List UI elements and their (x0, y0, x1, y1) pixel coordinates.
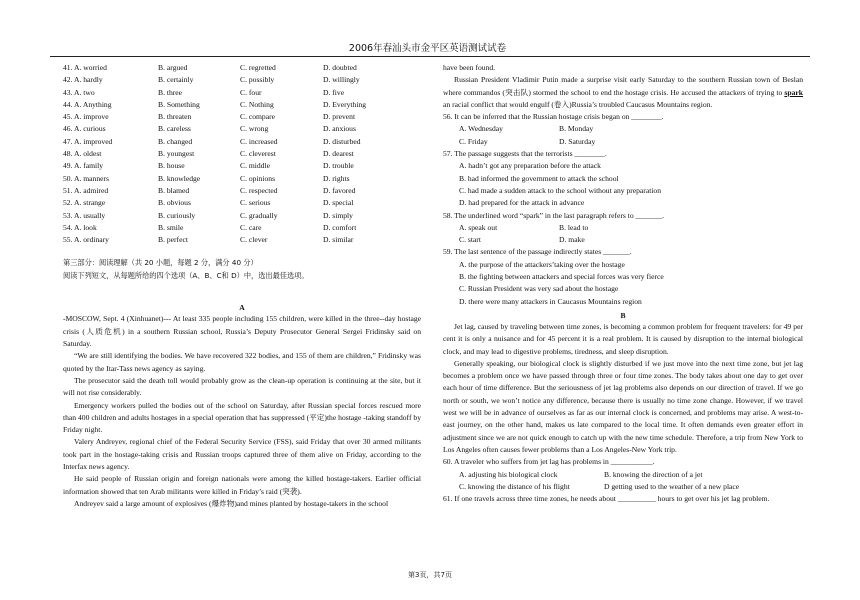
option-cell: D. doubted (323, 63, 357, 72)
option-cell: D. rights (323, 173, 350, 183)
option-row (63, 111, 421, 123)
option-cell: 53. A. usually (63, 210, 106, 220)
q58-option-a: A. speak out (459, 222, 498, 232)
option-cell: 48. A. oldest (63, 149, 102, 159)
option-cell: 44. A. Anything (63, 99, 112, 109)
option-cell: B. three (158, 87, 183, 97)
passage-a-label: A (239, 303, 245, 313)
option-cell: 50. A. manners (63, 173, 109, 183)
option-cell: D. special (323, 198, 354, 208)
section-title: 第三部分：阅读理解（共 20 小题，每题 2 分，满分 40 分） (63, 258, 258, 268)
option-cell: D. comfort (323, 222, 357, 232)
option-cell: D. anxious (323, 124, 356, 134)
question-57: 57. The passage suggests that the terrorists ________. (443, 149, 607, 159)
option-row (63, 173, 421, 185)
question-56: 56. It can be inferred that the Russian hostage crisis began on ________. (443, 112, 664, 122)
option-cell: 42. A. hardly (63, 75, 103, 85)
option-row (63, 185, 421, 197)
q57-option-a: A. hadn’t got any preparation before the attack (459, 161, 601, 171)
option-cell: B. careless (158, 124, 191, 134)
last-para-text-1: Russian President Vladimir Putin made a surprise visit early Saturday to the southern Russian town of Beslan where commandos (突击队) stormed the school to end the hostage crisis. He accused the attackers of trying to (443, 75, 803, 97)
q60-options-row-2 (459, 481, 803, 493)
q60-option-d: D getting used to the weather of a new place (604, 481, 740, 491)
option-cell: B. certainly (158, 75, 194, 85)
passage-a-continuation: have been found. (443, 63, 496, 72)
option-row (63, 210, 421, 222)
option-cell: 41. A. worried (63, 63, 107, 72)
option-cell: C. opinions (240, 173, 276, 183)
option-row (63, 74, 421, 86)
option-row (63, 148, 421, 160)
option-cell: C. possibly (240, 75, 275, 85)
option-cell: B. Something (158, 99, 200, 109)
option-cell: 45. A. improve (63, 112, 109, 122)
option-cell: C. increased (240, 136, 278, 146)
q57-option-d: D. had prepared for the attack in advance (459, 198, 585, 208)
passage-b-para-1: Jet lag, caused by traveling between time zones, is becoming a common problem for frequent travelers: for 49 per cent it is only a nuisance and for 45 percent it is a real problem. It is caused by disruption to the internal biological clock, and may lead to digestive problems, tiredness, and sleep disruption. (443, 321, 803, 356)
option-cell: D. five (323, 87, 345, 97)
option-cell: B. obvious (158, 198, 191, 208)
q60-option-c: C. knowing the distance of his flight (459, 481, 570, 491)
option-row (63, 160, 421, 172)
option-cell: B. changed (158, 136, 193, 146)
option-cell: B. threaten (158, 112, 192, 122)
option-row (63, 222, 421, 234)
option-row (63, 99, 421, 111)
section-instruction: 阅读下列短文，从每题所给的四个选项（A、B、C和 D）中，选出最佳选项。 (63, 270, 309, 280)
passage-a-para-2: “We are still identifying the bodies. We have recovered 322 bodies, and 155 of them are children,” Fridinsky was quoted by the Itar-Tass news agency as saying. (63, 351, 421, 373)
option-row (63, 62, 421, 74)
page-footer: 第3页，共7页 (408, 571, 452, 579)
question-61: 61. If one travels across three time zones, he needs about __________ hours to get over his jet lag problem. (443, 494, 770, 504)
cloze-options (63, 62, 421, 246)
option-cell: C. regretted (240, 63, 276, 72)
passage-a-para-3: The prosecutor said the death toll would probably grow as the clean-up operation is continuing at the site, but it will not rise considerably. (63, 375, 421, 398)
passage-a-para-6: He said people of Russian origin and foreign nationals were among the killed hostage-takers. Earlier official information showed that ten Arab militants were killed in Friday’s raid (突袭). (63, 474, 421, 496)
option-cell: C. Nothing (240, 99, 274, 109)
q60-option-a: A. adjusting his biological clock (459, 469, 558, 479)
option-cell: 47. A. improved (63, 136, 113, 146)
option-cell: D. simply (323, 210, 353, 220)
option-cell: B. knowledge (158, 173, 201, 183)
option-cell: D. Everything (323, 99, 367, 109)
q60-options-row-1 (459, 469, 803, 481)
option-cell: C. four (240, 87, 262, 97)
q59-option-b: B. the fighting between attackers and special forces was very fierce (459, 272, 664, 282)
page-header: 2006年春汕头市金平区英语测试试卷 (348, 43, 507, 54)
option-cell: 55. A. ordinary (63, 235, 109, 245)
q56-option-c: C. Friday (459, 136, 488, 146)
q57-option-c: C. had made a sudden attack to the school without any preparation (459, 185, 662, 195)
q58-option-b: B. lead to (559, 222, 589, 232)
option-cell: 51. A. admired (63, 185, 109, 195)
q60-option-b: B. knowing the direction of a jet (604, 469, 703, 479)
option-cell: 52. A. strange (63, 198, 106, 208)
option-cell: 46. A. curious (63, 124, 106, 134)
option-cell: C. gradually (240, 210, 278, 220)
passage-a-para-5: Valery Andreyev, regional chief of the Federal Security Service (FSS), said Friday that over 30 armed militants took part in the hostage-taking crisis and Russian troops captured three of them alive on Friday, according to the Interfax news agency. (63, 437, 421, 472)
q56-option-b: B. Monday (559, 124, 594, 134)
header-rule (50, 56, 810, 57)
option-cell: D. trouble (323, 161, 354, 171)
last-para-text-2: an racial conflict that would engulf (卷入)Russia’s troubled Caucasus Mountains region. (443, 99, 713, 109)
option-cell: D. prevent (323, 112, 356, 122)
option-cell: C. serious (240, 198, 271, 208)
option-cell: D. similar (323, 235, 354, 245)
q57-option-b: B. had informed the government to attack the school (459, 173, 619, 183)
left-column (63, 62, 421, 510)
option-cell: D. dearest (323, 149, 354, 159)
option-cell: C. care (240, 222, 262, 232)
q58-option-d: D. make (559, 235, 585, 245)
option-cell: B. youngest (158, 149, 195, 159)
option-cell: 43. A. two (63, 87, 95, 97)
right-column (443, 62, 803, 505)
underlined-word-spark: spark (784, 87, 803, 97)
q58-options-row-1 (459, 222, 803, 234)
passage-a-para-7: Andreyev said a large amount of explosives (爆炸物)and mines planted by hostage-takers in the school (74, 498, 389, 508)
option-cell: C. respected (240, 185, 278, 195)
option-row (63, 87, 421, 99)
option-cell: B. house (158, 161, 185, 171)
option-cell: B. smile (158, 222, 184, 232)
option-cell: B. curiously (158, 210, 196, 220)
question-58: 58. The underlined word “spark” in the last paragraph refers to _______. (443, 210, 665, 220)
option-row (63, 123, 421, 135)
option-row (63, 136, 421, 148)
section-heading (63, 257, 421, 282)
q56-options-row-2 (459, 136, 803, 148)
option-cell: D. favored (323, 185, 356, 195)
option-row (63, 197, 421, 209)
option-cell: B. perfect (158, 235, 188, 245)
option-cell: 54. A. look (63, 222, 97, 232)
question-60: 60. A traveler who suffers from jet lag has problems in ___________. (443, 457, 655, 467)
q59-option-d: D. there were many attackers in Caucasus Mountains region (459, 296, 642, 306)
q58-options-row-2 (459, 234, 803, 246)
q56-options-row-1 (459, 123, 803, 135)
question-59: 59. The last sentence of the passage indirectly states _______. (443, 247, 632, 257)
passage-b-para-2: Generally speaking, our biological clock is slightly disturbed if we just move into the next time zone, but jet lag becomes a problem once we have passed through three or four time zones. The body takes about one day to get over each hour of time difference. But the seriousness of jet lag problems also depends on our direction of travel. If we go north or south, we won’t notice any difference, because there is usually no time zone change. However, if we travel west we will be in advance of ourselves as far as our internal clock is concerned, and problems may arise. A west-to-east journey, on the other hand, makes us late compared to the local time. It often demands even greater effort in adjustment since we are not quick enough to catch up with the new time schedule. Therefore, a trip from New York to Los Angeles often causes fewer problems than a Los Angeles-New York trip. (443, 358, 803, 454)
option-cell: C. clever (240, 235, 268, 245)
q56-option-d: D. Saturday (559, 136, 596, 146)
q58-option-c: C. start (459, 235, 481, 245)
option-cell: C. middle (240, 161, 270, 171)
option-cell: C. wrong (240, 124, 269, 134)
passage-b-label: B (620, 310, 626, 320)
passage-a-para-4: Emergency workers pulled the bodies out of the school on Saturday, after Russian special forces rescued more than 400 children and adults hostages in a special operation that has suppressed (平定)the hostage -taking standoff by Friday night. (63, 400, 421, 435)
option-cell: 49. A. family (63, 161, 104, 171)
option-cell: D. disturbed (323, 136, 361, 146)
option-cell: D. willingly (323, 75, 360, 85)
passage-a-last-para (443, 74, 803, 111)
option-cell: B. argued (158, 63, 188, 72)
passage-a-para-1: -MOSCOW, Sept. 4 (Xinhuanet)--- At least 335 people including 155 children, were killed in the three--day hostage crisis (人质危机) in a southern Russian school, Russia’s Deputy Prosecutor General Sergei Fridinsky said on Saturday. (63, 314, 421, 349)
option-cell: C. cleverest (240, 149, 276, 159)
q59-option-a: A. the purpose of the attackers’taking over the hostage (459, 259, 625, 269)
option-cell: B. blamed (158, 185, 190, 195)
option-cell: C. compare (240, 112, 276, 122)
option-row (63, 234, 421, 246)
q59-option-c: C. Russian President was very sad about the hostage (459, 284, 619, 294)
q56-option-a: A. Wednesday (459, 124, 503, 134)
